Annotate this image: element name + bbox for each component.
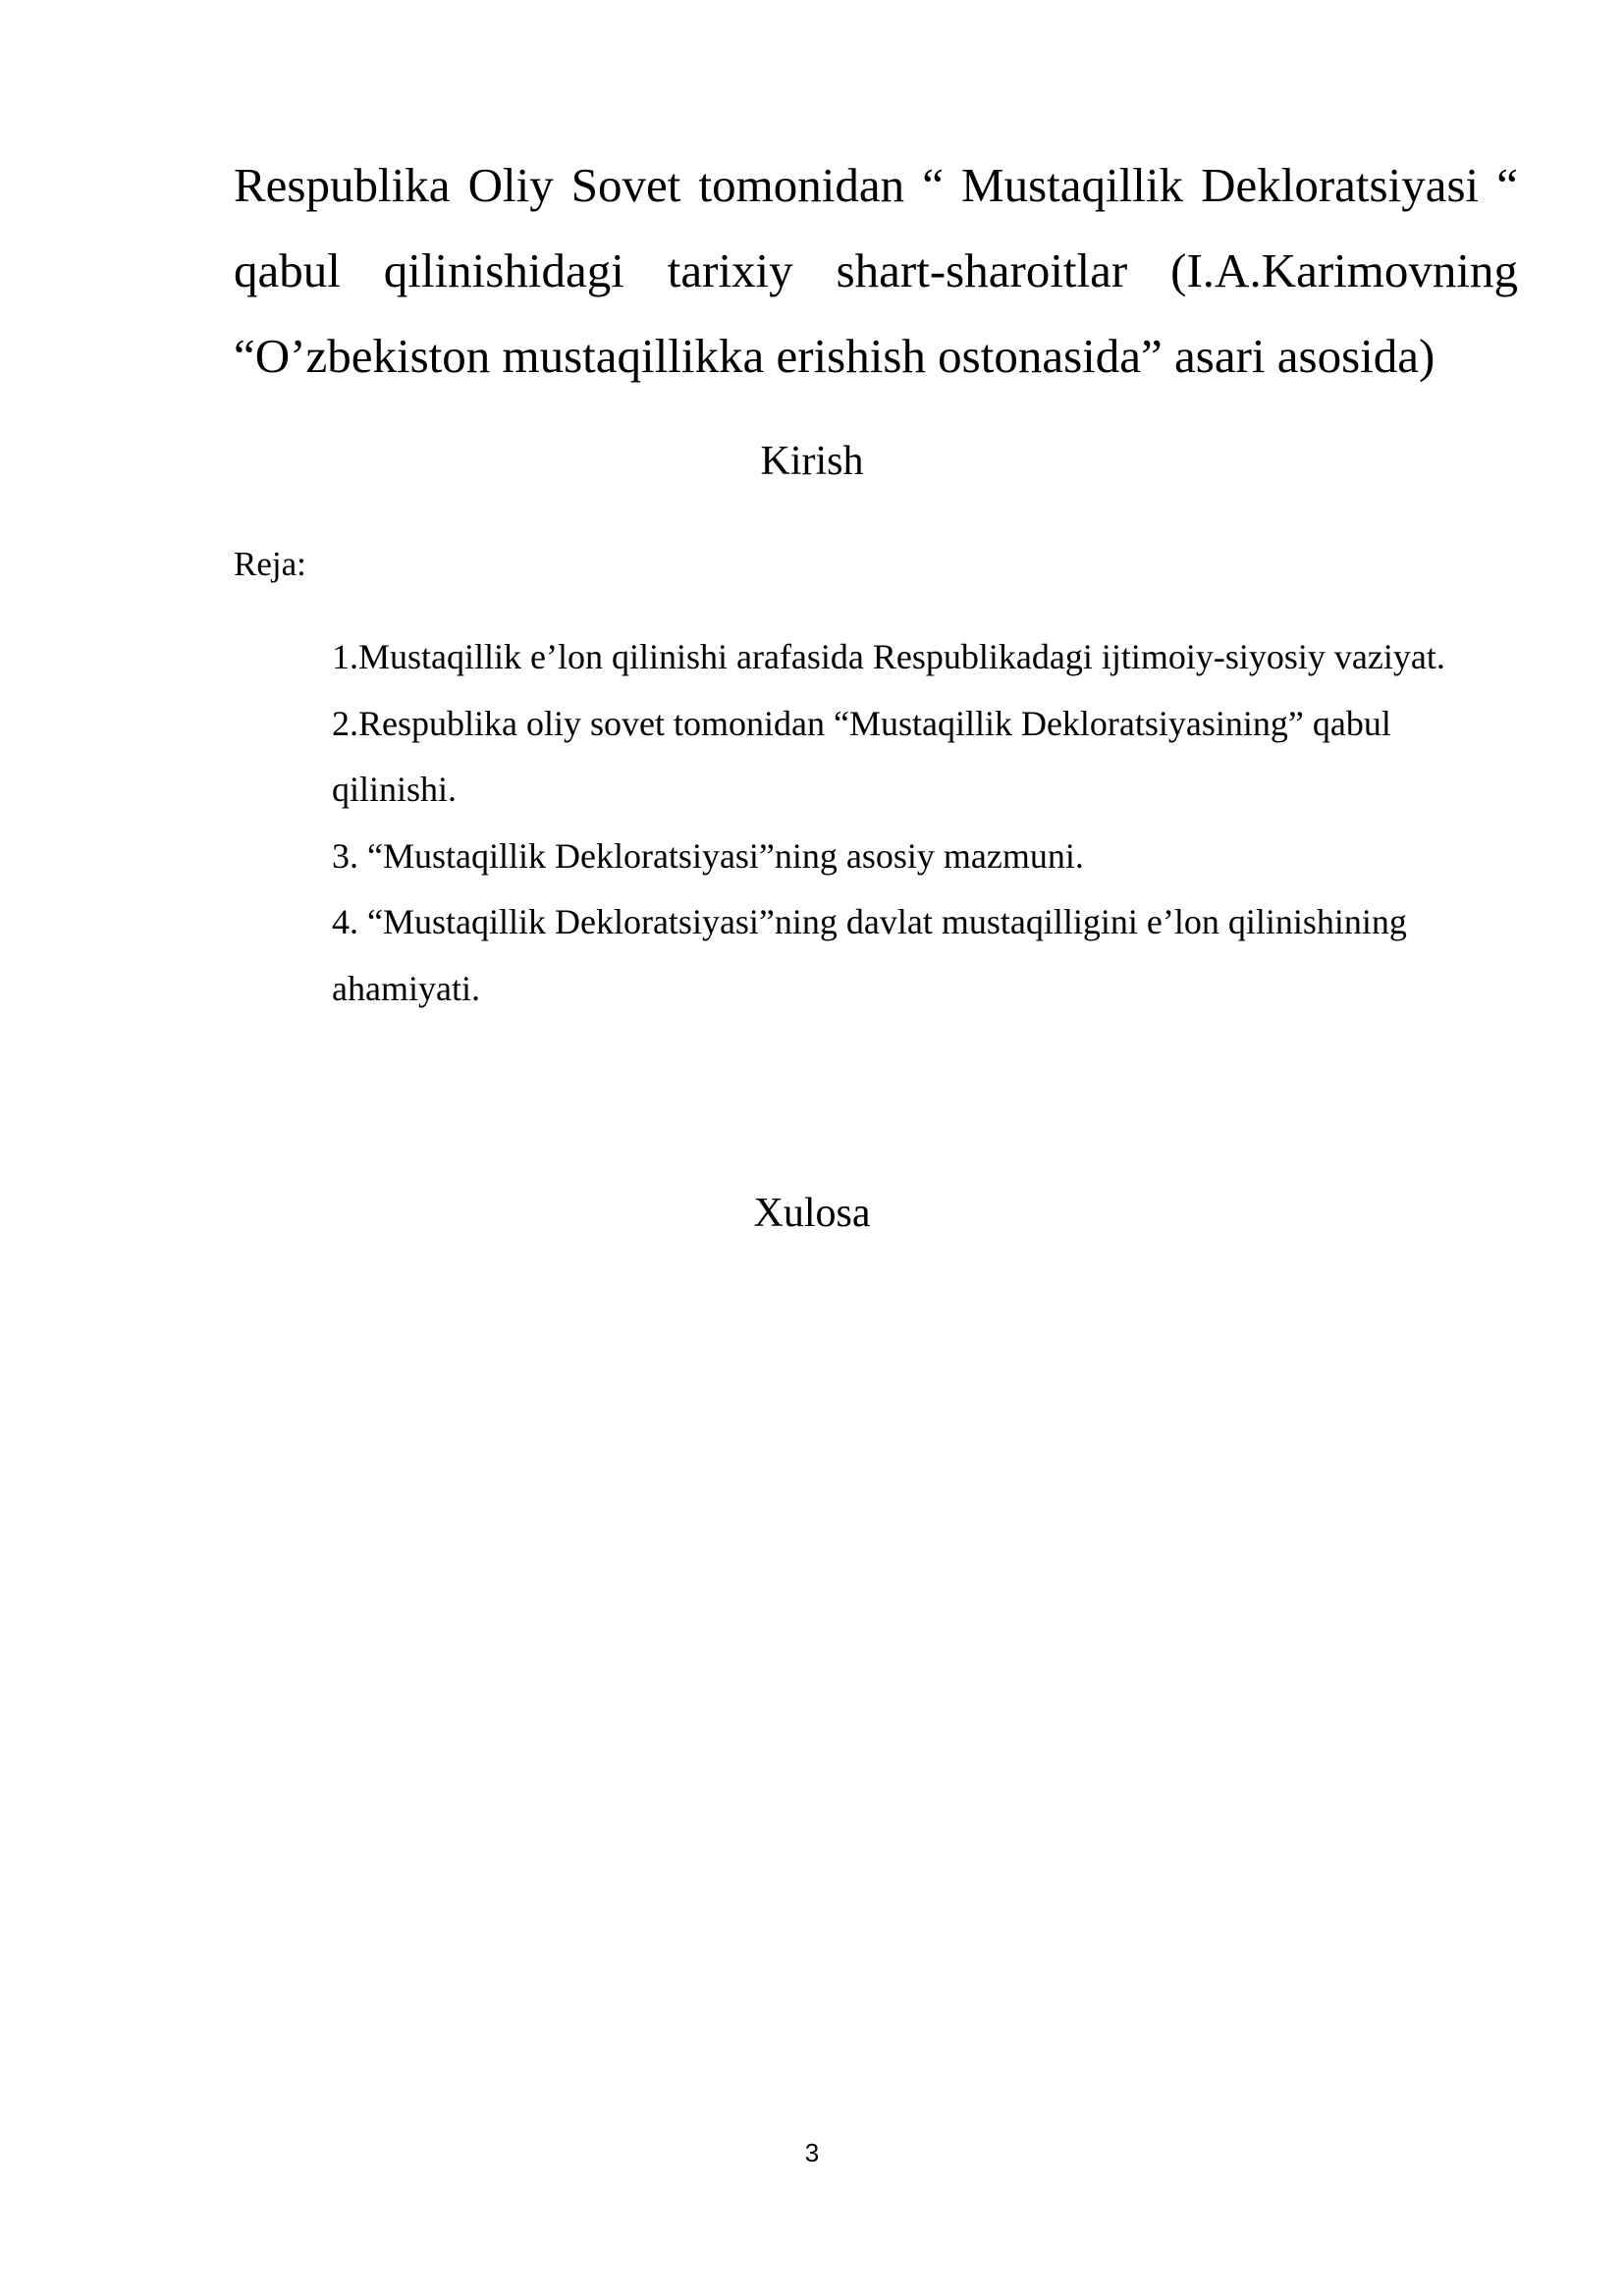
conclusion-heading: Xulosa: [753, 1191, 871, 1236]
document-title: Respublika Oliy Sovet tomonidan “ Mustaqillik Dekloratsiyasi “ qabul qilinishidagi tarixiy shart-sharoitlar (I.A.Karimovning “O’zbekiston mustaqillikka erishish ostonasida” asari asosida): [234, 158, 1518, 383]
plan-item-2: 2.Respublika oliy sovet tomonidan “Mustaqillik Dekloratsiyasining” qabul qilinishi.: [332, 703, 1391, 809]
plan-list: [332, 624, 1520, 1022]
intro-heading: Kirish: [760, 439, 864, 484]
plan-item-4: 4. “Mustaqillik Dekloratsiyasi”ning davlat mustaqilligini e’lon qilinishining ahamiyati.: [332, 902, 1407, 1008]
page-number: 3: [804, 2138, 820, 2167]
plan-item-1: 1.Mustaqillik e’lon qilinishi arafasida Respublikadagi ijtimoiy-siyosiy vaziyat.: [332, 637, 1445, 676]
plan-label: Reja:: [234, 545, 306, 583]
plan-item-3: 3. “Mustaqillik Dekloratsiyasi”ning asosiy mazmuni.: [332, 835, 1084, 876]
